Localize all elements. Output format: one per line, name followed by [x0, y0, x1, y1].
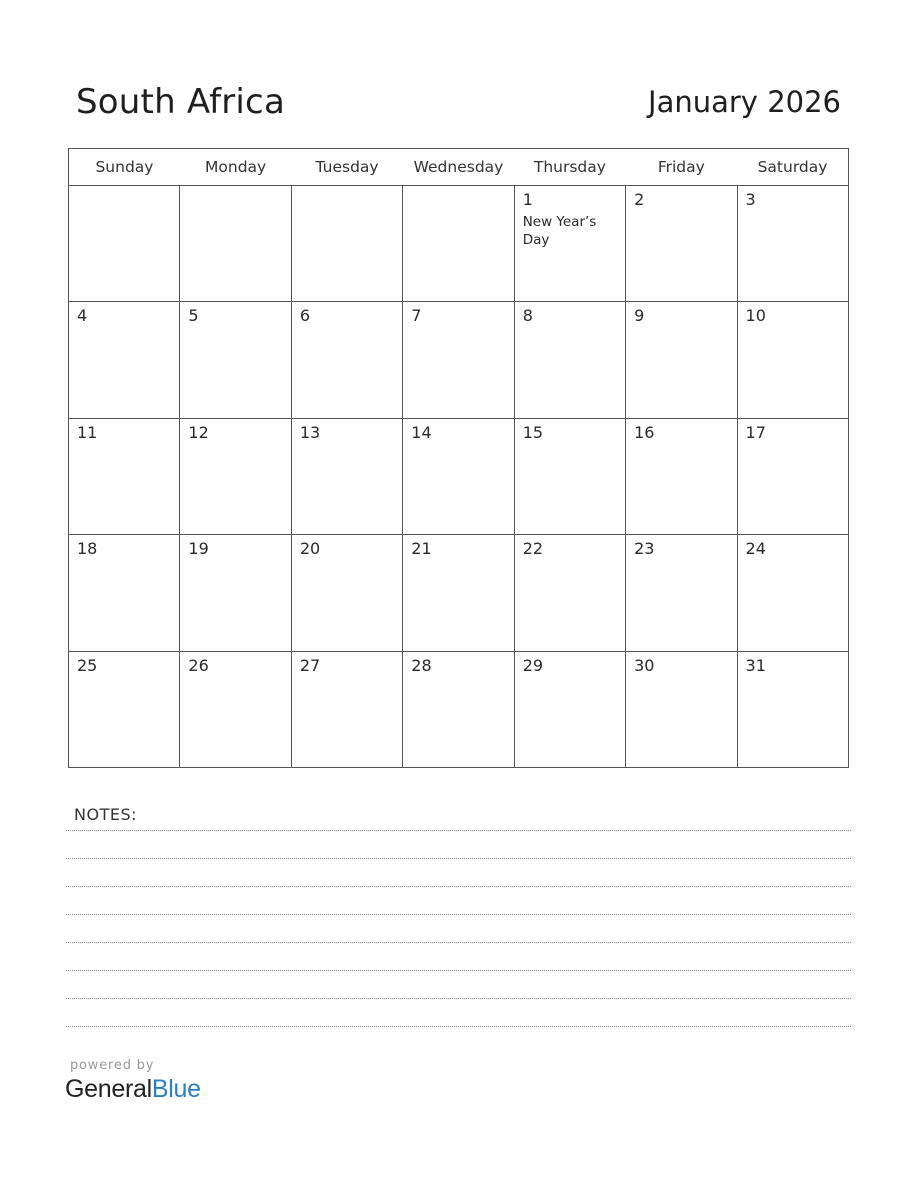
note-line	[66, 830, 851, 831]
day-cell	[403, 651, 514, 767]
day-cell	[737, 186, 848, 302]
day-cell	[403, 418, 514, 534]
page-title-country: South Africa	[76, 82, 285, 122]
day-cell	[514, 535, 625, 651]
day-cell	[180, 302, 291, 418]
day-number: 15	[522, 422, 544, 442]
day-number: 19	[188, 539, 209, 559]
day-cell	[737, 651, 848, 767]
day-cell	[69, 418, 180, 534]
day-number: 28	[411, 655, 432, 675]
day-cell	[180, 535, 291, 651]
day-cell	[514, 651, 625, 767]
day-number: 17	[745, 422, 766, 442]
generalblue-logo[interactable]	[65, 1073, 201, 1105]
day-cell	[626, 302, 737, 418]
note-line	[66, 998, 851, 999]
day-cell	[403, 186, 514, 302]
day-cell	[626, 186, 737, 302]
day-cell	[514, 302, 625, 418]
day-number: 11	[77, 422, 98, 442]
day-number: 4	[77, 306, 88, 326]
day-number: 24	[745, 539, 766, 559]
powered-by-text: powered by	[70, 1058, 155, 1073]
day-number: 18	[77, 539, 98, 559]
day-number: 9	[634, 306, 645, 326]
day-cell-holiday	[514, 186, 625, 302]
weekday-friday: Friday	[626, 149, 737, 186]
day-cell	[403, 535, 514, 651]
day-cell	[737, 418, 848, 534]
day-number: 14	[411, 422, 432, 442]
day-number: 29	[522, 655, 544, 675]
day-number: 7	[411, 306, 422, 326]
day-cell	[180, 651, 291, 767]
weekday-header-row	[69, 149, 849, 186]
day-cell	[403, 302, 514, 418]
weekday-sunday: Sunday	[69, 149, 180, 186]
day-number	[292, 186, 402, 190]
day-cell	[291, 302, 402, 418]
day-cell	[626, 535, 737, 651]
weekday-saturday: Saturday	[737, 149, 848, 186]
weekday-monday: Monday	[180, 149, 291, 186]
day-number: 1	[522, 190, 533, 209]
day-cell	[291, 186, 402, 302]
day-cell	[69, 535, 180, 651]
week-row-1	[69, 186, 849, 302]
day-number: 2	[634, 190, 645, 209]
day-cell	[291, 418, 402, 534]
day-cell	[291, 535, 402, 651]
day-cell	[626, 651, 737, 767]
note-line	[66, 1026, 851, 1027]
day-cell	[180, 186, 291, 302]
weekday-tuesday: Tuesday	[291, 149, 402, 186]
weekday-wednesday: Wednesday	[403, 149, 514, 186]
day-cell	[69, 651, 180, 767]
day-number: 6	[299, 306, 311, 326]
note-line	[66, 914, 851, 915]
day-cell	[626, 418, 737, 534]
day-number: 26	[188, 655, 209, 675]
day-cell	[69, 186, 180, 302]
note-line	[66, 970, 851, 971]
week-row-4	[69, 535, 849, 651]
day-number: 13	[299, 422, 321, 442]
day-number: 27	[299, 655, 321, 675]
day-number: 20	[299, 539, 321, 559]
note-line	[66, 942, 851, 943]
day-cell	[737, 535, 848, 651]
week-row-3	[69, 418, 849, 534]
day-number	[180, 186, 290, 190]
day-number	[69, 186, 179, 190]
day-number	[403, 186, 513, 190]
day-number: 8	[522, 306, 533, 326]
day-number: 23	[634, 539, 655, 559]
logo-text-blue: Blue	[151, 1075, 201, 1103]
holiday-label: New Year’s Day	[522, 214, 597, 248]
week-row-5	[69, 651, 849, 767]
note-line	[66, 858, 851, 859]
logo-text-general: General	[65, 1075, 152, 1103]
day-number: 3	[745, 190, 756, 209]
day-cell	[291, 651, 402, 767]
day-cell	[514, 418, 625, 534]
day-number: 21	[411, 539, 432, 559]
day-number: 22	[522, 539, 544, 559]
weekday-thursday: Thursday	[514, 149, 625, 186]
notes-label: NOTES:	[74, 805, 137, 824]
day-number: 12	[188, 422, 209, 442]
day-number: 16	[634, 422, 655, 442]
day-cell	[180, 418, 291, 534]
calendar-grid	[68, 148, 849, 768]
day-number: 30	[634, 655, 655, 675]
week-row-2	[69, 302, 849, 418]
day-cell	[737, 302, 848, 418]
day-number: 5	[188, 306, 199, 326]
note-line	[66, 886, 851, 887]
day-number: 10	[745, 306, 766, 326]
page-title-month: January 2026	[648, 85, 841, 119]
day-cell	[69, 302, 180, 418]
day-number: 31	[745, 655, 766, 675]
day-number: 25	[77, 655, 98, 675]
